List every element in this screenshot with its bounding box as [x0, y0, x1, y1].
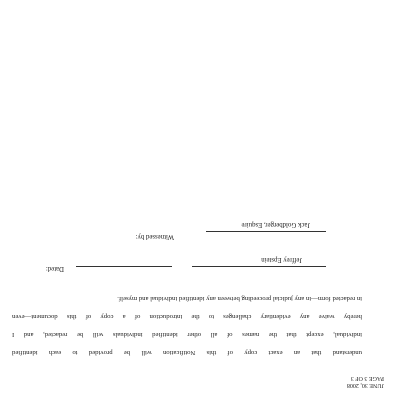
- paragraph-line-3-text: hereby waive any evidentiary challenges to the introduction of a copy of this document—even: [12, 313, 362, 320]
- witness-name: Jack Goldberger, Esquire: [241, 221, 310, 228]
- paragraph-line-3: [12, 313, 362, 320]
- paragraph-line-2-text: individual, except that the names of all other identified individuals will be redacted, and I: [12, 331, 362, 338]
- dated-label: Dated:: [45, 265, 64, 272]
- header-date: JUNE 30, 2008: [346, 382, 384, 388]
- dated-signature-line: [76, 266, 172, 267]
- witnessed-by-label: Witnessed by:: [135, 233, 174, 240]
- signer-name: Jeffrey Epstein: [261, 256, 302, 263]
- paragraph-line-4-text: in redacted form—in any judicial proceeding between any identified individual and myself.: [117, 295, 362, 302]
- signer-signature-line: [192, 266, 326, 267]
- witness-signature-line: [206, 231, 326, 232]
- paragraph-line-2: [12, 331, 362, 338]
- header-page-number: PAGE 3 OF 3: [350, 375, 384, 381]
- paragraph-line-1-text: understand that an exact copy of this Notification will be provided to each identified: [12, 349, 362, 356]
- paragraph-line-1: [12, 349, 362, 356]
- paragraph-line-4: [12, 295, 362, 302]
